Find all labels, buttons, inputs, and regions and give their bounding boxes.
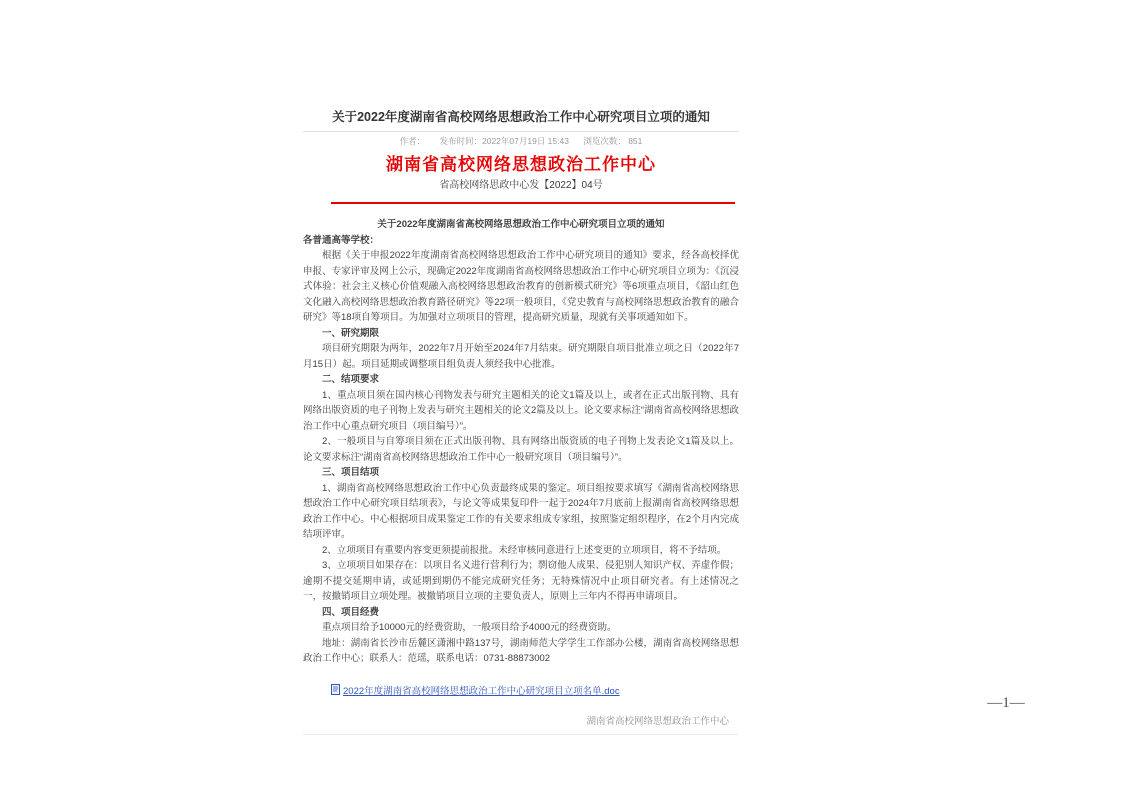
- section-1-paragraph: 项目研究期限为两年，2022年7月开始至2024年7月结束。研究期限自项目批准立项之日（2022年7月15日）起。项目延期或调整项目组负责人须经我中心批准。: [303, 343, 739, 370]
- section-2-item-2: 2、一般项目与自筹项目须在正式出版刊物、具有网络出版资质的电子刊物上发表论文1篇及以上。论文要求标注“湖南省高校网络思想政治工作中心一般研究项目（项目编号）”。: [303, 436, 739, 463]
- section-3-heading: 三、项目结项: [322, 467, 380, 478]
- doc-number: 省高校网络思政中心发【2022】04号: [439, 180, 603, 191]
- intro-paragraph: 根据《关于申报2022年度湖南省高校网络思想政治工作中心研究项目的通知》要求，经各高校择优申报、专家评审及网上公示，现确定2022年度湖南省高校网络思想政治工作中心研究项目立项为：《沉浸式体验：社会主义核心价值观融入高校网络思想政治教育的创新模式研究》等6项重点项目，《韶山红色文化融入高校网络思想政治教育路径研究》等22项一般项目，《党史教育与高校网络思想政治教育的融合研究》等18项自筹项目。为加强对立项项目的管理，提高研究质量，现就有关事项通知如下。: [303, 250, 739, 323]
- section-1-heading: 一、研究期限: [322, 327, 380, 339]
- org-title: 湖南省高校网络思想政治工作中心: [386, 155, 656, 174]
- notice-body: [303, 217, 739, 667]
- meta-author: 作者：: [399, 136, 426, 146]
- meta-publish-time: 发布时间：2022年07月19日 15:43: [439, 136, 569, 146]
- attachment-row: [331, 683, 739, 697]
- footer-org: 湖南省高校网络思想政治工作中心: [586, 715, 729, 727]
- section-2-heading: 二、结项要求: [322, 374, 380, 385]
- section-4-paragraph: 重点项目给予10000元的经费资助，一般项目给予4000元的经费资助。: [322, 622, 617, 633]
- notice-article: [303, 109, 739, 735]
- attachment-link[interactable]: 2022年度湖南省高校网络思想政治工作中心研究项目立项名单.doc: [343, 685, 620, 697]
- red-rule-divider: [331, 202, 735, 204]
- doc-attachment-icon: [331, 684, 340, 695]
- contact-paragraph: 地址：湖南省长沙市岳麓区潇湘中路137号，湖南师范大学学生工作部办公楼，湖南省高校网络思想政治工作中心；联系人：范瑶，联系电话：0731-88873002: [303, 637, 739, 664]
- article-meta: [303, 136, 739, 147]
- section-2-item-1: 1、重点项目须在国内核心刊物发表与研究主题相关的论文1篇及以上，或者在正式出版刊物、具有网络出版资质的电子刊物上发表与研究主题相关的论文2篇及以上。论文要求标注“湖南省高校网络思想政治工作中心重点研究项目（项目编号）”。: [303, 389, 739, 432]
- meta-views: 浏览次数： 851: [583, 136, 643, 146]
- salutation: 各普通高等学校：: [303, 234, 380, 246]
- footer-divider: [303, 734, 739, 735]
- section-3-item-1: 1、湖南省高校网络思想政治工作中心负责最终成果的鉴定。项目组按要求填写《湖南省高校网络思想政治工作中心研究项目结项表》，与论文等成果复印件一起于2024年7月底前上报湖南省高校网络思想政治工作中心。中心根据项目成果鉴定工作的有关要求组成专家组，按照鉴定组织程序，在2个月内完成结项评审。: [303, 482, 739, 540]
- section-4-heading: 四、项目经费: [322, 606, 380, 618]
- page-number: —1—: [987, 695, 1025, 711]
- notice-title: 关于2022年度湖南省高校网络思想政治工作中心研究项目立项的通知: [377, 219, 665, 230]
- section-3-item-2: 2、立项项目有重要内容变更须提前报批。未经审核同意进行上述变更的立项项目，将不予结项。: [322, 544, 727, 556]
- title-divider: [303, 131, 739, 132]
- section-3-item-3: 3、立项项目如果存在：以项目名义进行营利行为；剽窃他人成果、侵犯别人知识产权、弄虚作假；逾期不提交延期申请，或延期到期仍不能完成研究任务；无特殊情况中止项目研究者。有上述情况之一，按撤销项目立项处理。被撤销项目立项的主要负责人，原则上三年内不得再申请项目。: [303, 560, 739, 602]
- page-title: 关于2022年度湖南省高校网络思想政治工作中心研究项目立项的通知: [332, 110, 710, 124]
